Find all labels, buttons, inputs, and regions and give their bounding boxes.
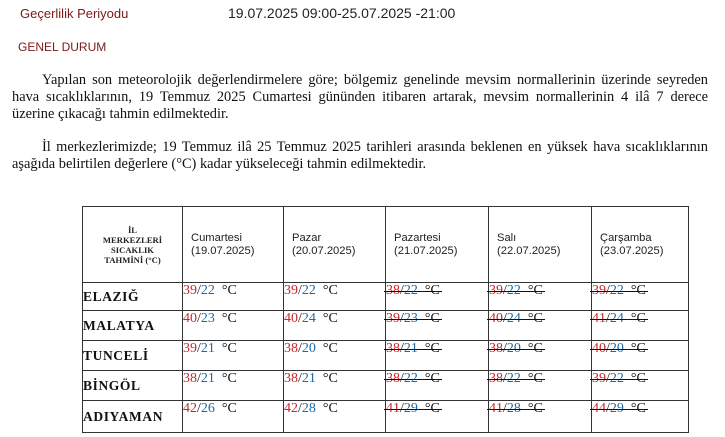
day-name: Pazar (292, 231, 322, 244)
temperature-unit: °C (630, 341, 646, 356)
temperature-unit: °C (322, 311, 338, 326)
max-temperature: 41 (592, 311, 606, 326)
min-temperature: 21 (403, 341, 418, 356)
temperature-cell (386, 311, 489, 341)
temperature-value (592, 311, 646, 327)
temperature-cell (386, 371, 489, 401)
min-temperature: 22 (301, 283, 316, 298)
temperature-cell (592, 311, 689, 341)
paragraph-forecast: İl merkezlerimizde; 19 Temmuz ilâ 25 Temmuz 2025 tarihleri arasında beklenen en yüksek hava sıcaklıklarının aşağıda belirtilen değerlere (°C) kadar yükseleceği tahmin edilmektedir. (12, 139, 708, 172)
temperature-unit: °C (221, 311, 237, 326)
temperature-unit: °C (527, 341, 543, 356)
min-temperature: 24 (506, 311, 521, 326)
table-row (83, 401, 689, 433)
min-temperature: 20 (506, 341, 521, 356)
temperature-value (489, 311, 543, 327)
max-temperature: 39 (592, 371, 606, 386)
temperature-cell (183, 371, 284, 401)
temperature-value (284, 401, 338, 416)
max-temperature: 39 (489, 283, 503, 298)
max-temperature: 38 (284, 341, 298, 356)
max-temperature: 40 (592, 341, 606, 356)
temperature-separator: / (400, 283, 404, 298)
temperature-unit: °C (527, 283, 543, 298)
temperature-value (284, 283, 338, 298)
day-header-saturday (183, 207, 284, 283)
temperature-unit: °C (221, 341, 237, 356)
temperature-value (489, 371, 543, 387)
temperature-value (386, 283, 440, 299)
day-header-wednesday (592, 207, 689, 283)
temperature-value (284, 371, 338, 386)
temperature-unit: °C (221, 283, 237, 298)
corner-line: SICAKLIK (111, 244, 154, 255)
temperature-separator: / (503, 311, 507, 326)
min-temperature: 20 (609, 341, 624, 356)
temperature-value (592, 401, 646, 417)
temperature-cell (592, 371, 689, 401)
max-temperature: 39 (386, 311, 400, 326)
max-temperature: 40 (284, 311, 298, 326)
temperature-unit: °C (424, 283, 440, 298)
table-row (83, 371, 689, 401)
day-date: (21.07.2025) (394, 244, 458, 257)
max-temperature: 44 (592, 401, 606, 416)
temperature-value (183, 401, 237, 416)
section-title: GENEL DURUM (18, 40, 107, 54)
max-temperature: 38 (386, 341, 400, 356)
temperature-unit: °C (527, 401, 543, 416)
temperature-separator: / (197, 283, 201, 298)
temperature-cell (592, 341, 689, 371)
temperature-unit: °C (221, 371, 237, 386)
temperature-value (386, 311, 440, 327)
temperature-cell (183, 311, 284, 341)
temperature-value (489, 341, 543, 357)
temperature-separator: / (298, 311, 302, 326)
temperature-unit: °C (322, 283, 338, 298)
temperature-separator: / (298, 341, 302, 356)
temperature-cell (489, 311, 592, 341)
temperature-separator: / (197, 341, 201, 356)
max-temperature: 39 (592, 283, 606, 298)
min-temperature: 22 (403, 283, 418, 298)
corner-line: İL (127, 224, 138, 235)
temperature-value (489, 401, 543, 417)
table-row (83, 283, 689, 311)
temperature-separator: / (298, 371, 302, 386)
temperature-value (284, 341, 338, 356)
min-temperature: 22 (506, 371, 521, 386)
min-temperature: 28 (506, 401, 521, 416)
temperature-unit: °C (527, 311, 543, 326)
temperature-cell (592, 283, 689, 311)
temperature-cell (183, 341, 284, 371)
max-temperature: 38 (489, 371, 503, 386)
min-temperature: 24 (609, 311, 624, 326)
temperature-forecast-table (82, 206, 689, 433)
temperature-unit: °C (630, 311, 646, 326)
max-temperature: 39 (183, 283, 197, 298)
temperature-separator: / (503, 341, 507, 356)
paragraph-intro: Yapılan son meteorolojik değerlendirmelere göre; bölgemiz genelinde mevsim normallerinin üzerinde seyreden hava sıcaklıklarının, 19 Temmuz 2025 Cumartesi gününden itibaren artarak, mevsim normallerinin 4 ilâ 7 derece üzerine çıkacağı tahmin edilmektedir. (12, 72, 708, 122)
temperature-unit: °C (527, 371, 543, 386)
temperature-separator: / (197, 371, 201, 386)
province-name: ADIYAMAN (83, 401, 183, 433)
province-name: ELAZIĞ (83, 283, 183, 311)
max-temperature: 40 (183, 311, 197, 326)
temperature-value (183, 371, 237, 386)
max-temperature: 38 (386, 283, 400, 298)
validity-period (20, 4, 720, 24)
max-temperature: 39 (183, 341, 197, 356)
table-row (83, 311, 689, 341)
temperature-separator: / (298, 283, 302, 298)
corner-header (83, 207, 183, 283)
max-temperature: 39 (284, 283, 298, 298)
temperature-unit: °C (630, 401, 646, 416)
province-name: MALATYA (83, 311, 183, 341)
table-row (83, 341, 689, 371)
temperature-unit: °C (322, 341, 338, 356)
temperature-cell (183, 283, 284, 311)
day-name: Pazartesi (394, 231, 441, 244)
temperature-unit: °C (424, 341, 440, 356)
temperature-cell (489, 341, 592, 371)
min-temperature: 22 (609, 283, 624, 298)
temperature-cell (183, 401, 284, 433)
temperature-value (183, 341, 237, 356)
min-temperature: 26 (200, 401, 215, 416)
temperature-cell (284, 371, 386, 401)
temperature-cell (592, 401, 689, 433)
day-header-tuesday (489, 207, 592, 283)
temperature-separator: / (400, 311, 404, 326)
temperature-value (386, 341, 440, 357)
min-temperature: 20 (301, 341, 316, 356)
table-header-row (83, 207, 689, 283)
max-temperature: 42 (284, 401, 298, 416)
day-name: Salı (497, 231, 517, 244)
day-header-monday (386, 207, 489, 283)
temperature-cell (386, 401, 489, 433)
temperature-separator: / (400, 371, 404, 386)
min-temperature: 22 (506, 283, 521, 298)
temperature-value (386, 371, 440, 387)
temperature-unit: °C (424, 371, 440, 386)
max-temperature: 38 (284, 371, 298, 386)
temperature-unit: °C (424, 311, 440, 326)
temperature-unit: °C (322, 401, 338, 416)
min-temperature: 21 (301, 371, 316, 386)
min-temperature: 21 (200, 371, 215, 386)
temperature-cell (284, 341, 386, 371)
temperature-unit: °C (322, 371, 338, 386)
temperature-value (183, 283, 237, 298)
max-temperature: 41 (386, 401, 400, 416)
temperature-separator: / (606, 401, 610, 416)
temperature-cell (489, 371, 592, 401)
min-temperature: 29 (609, 401, 624, 416)
temperature-value (592, 341, 646, 357)
validity-value: 19.07.2025 09:00-25.07.2025 -21:00 (228, 5, 456, 21)
temperature-separator: / (606, 341, 610, 356)
max-temperature: 38 (183, 371, 197, 386)
temperature-value (489, 283, 543, 299)
temperature-value (284, 311, 338, 326)
min-temperature: 29 (403, 401, 418, 416)
temperature-cell (284, 401, 386, 433)
temperature-cell (489, 401, 592, 433)
max-temperature: 38 (386, 371, 400, 386)
temperature-separator: / (400, 341, 404, 356)
temperature-unit: °C (630, 371, 646, 386)
temperature-separator: / (503, 401, 507, 416)
day-date: (19.07.2025) (191, 244, 255, 257)
corner-line: MERKEZLERİ (102, 234, 163, 245)
min-temperature: 28 (301, 401, 316, 416)
temperature-separator: / (606, 283, 610, 298)
day-date: (22.07.2025) (497, 244, 561, 257)
temperature-separator: / (503, 371, 507, 386)
day-name: Cumartesi (191, 231, 242, 244)
temperature-separator: / (400, 401, 404, 416)
max-temperature: 38 (489, 341, 503, 356)
min-temperature: 22 (403, 371, 418, 386)
min-temperature: 23 (403, 311, 418, 326)
temperature-cell (489, 283, 592, 311)
temperature-separator: / (197, 311, 201, 326)
validity-label: Geçerlilik Periyodu (20, 6, 129, 21)
max-temperature: 40 (489, 311, 503, 326)
province-name: TUNCELİ (83, 341, 183, 371)
temperature-cell (386, 283, 489, 311)
temperature-separator: / (606, 311, 610, 326)
corner-line: TAHMİNİ (°C) (104, 254, 161, 265)
min-temperature: 22 (609, 371, 624, 386)
temperature-cell (386, 341, 489, 371)
max-temperature: 42 (183, 401, 197, 416)
temperature-separator: / (606, 371, 610, 386)
temperature-separator: / (503, 283, 507, 298)
temperature-unit: °C (424, 401, 440, 416)
temperature-cell (284, 311, 386, 341)
province-name: BİNGÖL (83, 371, 183, 401)
temperature-unit: °C (221, 401, 237, 416)
temperature-separator: / (197, 401, 201, 416)
day-header-sunday (284, 207, 386, 283)
min-temperature: 23 (200, 311, 215, 326)
temperature-unit: °C (630, 283, 646, 298)
day-date: (20.07.2025) (292, 244, 356, 257)
temperature-value (592, 371, 646, 387)
temperature-separator: / (298, 401, 302, 416)
min-temperature: 21 (200, 341, 215, 356)
min-temperature: 22 (200, 283, 215, 298)
day-date: (23.07.2025) (600, 244, 664, 257)
temperature-value (183, 311, 237, 326)
temperature-value (592, 283, 646, 299)
max-temperature: 41 (489, 401, 503, 416)
temperature-value (386, 401, 440, 417)
day-name: Çarşamba (600, 231, 652, 244)
min-temperature: 24 (301, 311, 316, 326)
temperature-cell (284, 283, 386, 311)
